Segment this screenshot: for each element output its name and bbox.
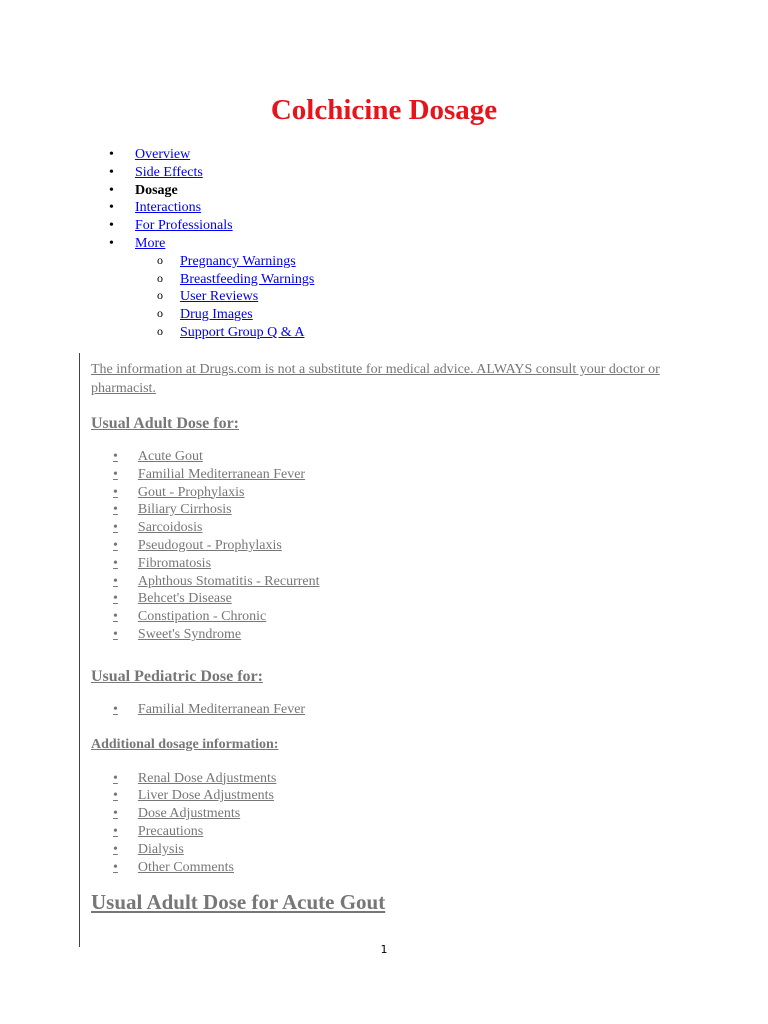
adult-item-link[interactable]: • Fibromatosis xyxy=(113,555,212,571)
additional-item-link[interactable]: • Renal Dose Adjustments xyxy=(113,770,277,786)
drug-nav xyxy=(109,146,314,342)
list-item[interactable] xyxy=(91,608,671,626)
nav-item-interactions[interactable] xyxy=(109,199,314,217)
adult-item-link[interactable]: • Sarcoidosis xyxy=(113,520,203,536)
additional-item-link[interactable]: • Precautions xyxy=(113,823,204,839)
adult-item-link[interactable]: • Gout - Prophylaxis xyxy=(113,484,245,500)
nav-item-professionals[interactable] xyxy=(109,217,314,235)
additional-info-heading[interactable]: Additional dosage information: xyxy=(91,736,279,752)
adult-item-link[interactable]: • Aphthous Stomatitis - Recurrent xyxy=(113,573,320,589)
nav-link-overview[interactable]: Overview xyxy=(135,147,191,162)
adult-dose-heading[interactable]: Usual Adult Dose for: xyxy=(91,415,240,432)
additional-item-link[interactable]: • Dose Adjustments xyxy=(113,806,241,822)
nav-item-side-effects[interactable] xyxy=(109,164,314,182)
submenu-item[interactable] xyxy=(135,306,314,324)
list-item[interactable] xyxy=(91,466,671,484)
additional-item-link[interactable]: • Dialysis xyxy=(113,841,184,857)
nav-link-professionals[interactable]: For Professionals xyxy=(135,218,233,234)
adult-item-link[interactable]: • Familial Mediterranean Fever xyxy=(113,466,306,482)
list-item[interactable] xyxy=(91,626,671,644)
link-drug-images[interactable]: Drug Images xyxy=(180,307,253,323)
nav-link-interactions[interactable]: Interactions xyxy=(135,200,202,216)
list-item[interactable] xyxy=(91,787,671,805)
list-item[interactable] xyxy=(91,573,671,591)
list-item[interactable] xyxy=(91,859,671,877)
submenu-item[interactable] xyxy=(135,271,314,289)
submenu-item[interactable] xyxy=(135,288,314,306)
adult-dose-list xyxy=(91,448,671,644)
list-item[interactable] xyxy=(91,537,671,555)
page-title: Colchicine Dosage xyxy=(270,94,498,126)
list-item[interactable] xyxy=(91,823,671,841)
link-pregnancy-warnings[interactable]: Pregnancy Warnings xyxy=(180,253,296,269)
nav-item-dosage xyxy=(109,182,314,200)
more-submenu xyxy=(135,253,314,342)
nav-current-dosage: Dosage xyxy=(135,182,178,198)
link-support-group[interactable]: Support Group Q & A xyxy=(180,324,305,340)
list-item[interactable] xyxy=(91,519,671,537)
list-item[interactable] xyxy=(91,501,671,519)
page-number: 1 xyxy=(380,943,388,956)
adult-item-link[interactable]: • Biliary Cirrhosis xyxy=(113,502,232,518)
list-item[interactable] xyxy=(91,805,671,823)
disclaimer-text[interactable]: The information at Drugs.com is not a substitute for medical advice. ALWAYS consult your doctor or pharmacist. xyxy=(91,362,660,396)
section-heading[interactable]: Usual Adult Dose for Acute Gout xyxy=(91,890,386,915)
additional-item-link[interactable]: • Liver Dose Adjustments xyxy=(113,788,275,804)
additional-item-link[interactable]: • Other Comments xyxy=(113,859,234,875)
pediatric-dose-heading[interactable]: Usual Pediatric Dose for: xyxy=(91,667,263,685)
link-breastfeeding-warnings[interactable]: Breastfeeding Warnings xyxy=(180,271,315,287)
list-item[interactable] xyxy=(91,590,671,608)
adult-item-link[interactable]: • Pseudogout - Prophylaxis xyxy=(113,537,282,553)
content-block xyxy=(79,353,680,947)
list-item[interactable] xyxy=(91,770,671,788)
link-user-reviews[interactable]: User Reviews xyxy=(180,289,259,305)
additional-info-list xyxy=(91,770,671,877)
submenu-item[interactable] xyxy=(135,324,314,342)
nav-item-more[interactable] xyxy=(109,235,314,342)
adult-item-link[interactable]: • Constipation - Chronic xyxy=(113,609,267,625)
nav-link-more[interactable]: More xyxy=(135,235,166,251)
pediatric-dose-list xyxy=(91,701,671,719)
adult-item-link[interactable]: • Acute Gout xyxy=(113,449,203,464)
nav-item-overview[interactable] xyxy=(109,146,314,164)
submenu-item[interactable] xyxy=(135,253,314,271)
list-item[interactable] xyxy=(91,841,671,859)
list-item[interactable] xyxy=(91,484,671,502)
adult-item-link[interactable]: • Sweet's Syndrome xyxy=(113,626,242,642)
list-item[interactable] xyxy=(91,448,671,466)
list-item[interactable] xyxy=(91,555,671,573)
pediatric-item-link[interactable]: • Familial Mediterranean Fever xyxy=(113,701,306,717)
nav-link-side-effects[interactable]: Side Effects xyxy=(135,164,203,180)
adult-item-link[interactable]: • Behcet's Disease xyxy=(113,591,232,607)
list-item[interactable] xyxy=(91,701,671,719)
